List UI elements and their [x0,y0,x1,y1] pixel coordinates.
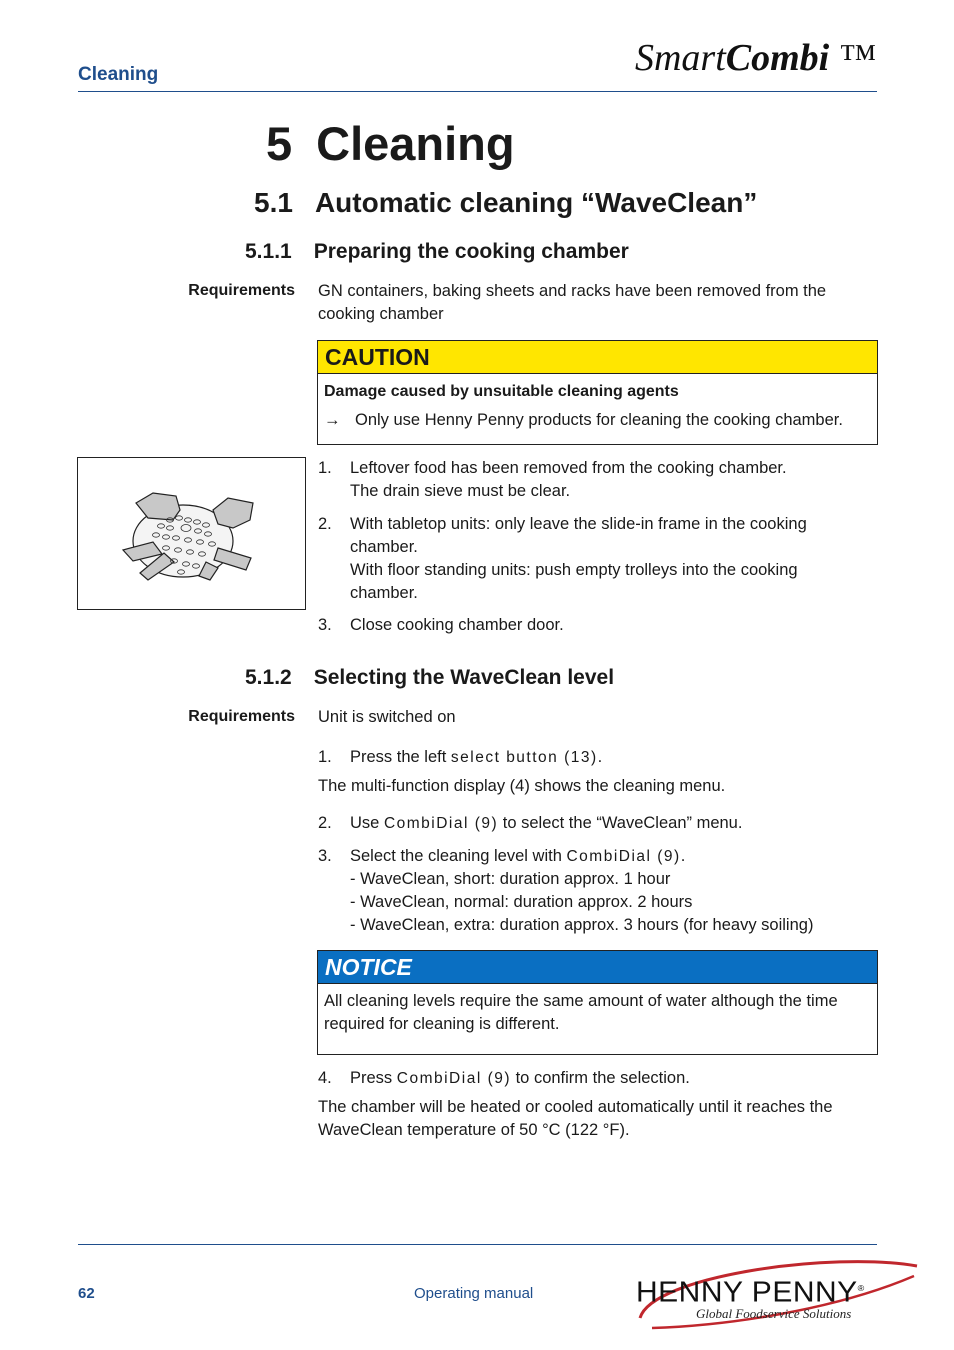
step-result-text: The multi-function display (4) shows the cleaning menu. [318,777,726,795]
combidial-reference: CombiDial (9) [383,815,499,832]
caution-text: Only use Henny Penny products for cleaning the cooking chamber. [355,411,843,429]
step-text: Press CombiDial (9) to confirm the selection. [350,1069,690,1087]
subsection-number: 5.1.1 [245,240,292,263]
step-text: Use CombiDial (9) to select the “WaveClean” menu. [350,814,743,832]
subsection-heading-2 [245,666,614,690]
step-item-4 [318,1067,878,1090]
option-normal: - WaveClean, normal: duration approx. 2 hours [350,893,693,911]
step-result-text: The chamber will be heated or cooled automatically until it reaches the WaveClean temperature of 50 °C (122 °F). [318,1098,833,1139]
step-item-1 [318,457,878,503]
step-item-3 [318,614,878,637]
step-text: Select the cleaning level with CombiDial (9). [350,847,686,865]
combidial-reference: CombiDial (9) [566,848,681,865]
notice-header: NOTICE [318,951,877,984]
caution-box [317,340,878,445]
requirements-label: Requirements [188,708,295,725]
footer-rule [78,1244,877,1245]
step-number: 1. [318,748,332,766]
step-text: Close cooking chamber door. [350,616,564,634]
step-number: 2. [318,515,332,533]
subsection-heading-1 [245,240,629,264]
step-subtext: The drain sieve must be clear. [350,482,571,500]
document-title: Operating manual [414,1285,534,1302]
step-number: 1. [318,459,332,477]
step-number: 4. [318,1069,332,1087]
combidial-reference: CombiDial (9) [396,1070,512,1087]
drain-sieve-image [78,458,305,609]
notice-box [317,950,878,1055]
header-rule [78,91,877,92]
chapter-heading [266,116,515,171]
logo-wordmark: HENNY PENNY® [636,1276,865,1309]
step-item-2 [318,513,878,605]
caution-title: Damage caused by unsuitable cleaning agents [324,383,679,400]
step-item-3 [318,845,878,937]
caution-header: CAUTION [318,341,877,374]
select-button-reference: select button (13) [450,749,598,766]
chapter-number: 5 [266,117,293,170]
henny-penny-logo [632,1256,932,1334]
notice-text: All cleaning levels require the same amount of water although the time required for cleaning is different. [324,992,838,1033]
step-text: Press the left select button (13). [350,748,603,766]
subsection-title: Preparing the cooking chamber [313,240,629,263]
logo-tagline: Global Foodservice Solutions [696,1306,852,1321]
requirements-text: GN containers, baking sheets and racks have been removed from the cooking chamber [318,282,827,323]
page-number: 62 [78,1285,95,1302]
arrow-right-icon: → [324,411,341,429]
subsection-title: Selecting the WaveClean level [313,666,615,689]
drain-sieve-illustration [77,457,306,610]
requirements-text: Unit is switched on [318,708,456,726]
step-number: 3. [318,616,332,634]
subsection-number: 5.1.2 [245,666,292,689]
step-text: With tabletop units: only leave the slide-in frame in the cooking chamber. [350,515,807,556]
step-item-2 [318,812,878,835]
step-text: Leftover food has been removed from the cooking chamber. [350,459,787,477]
option-short: - WaveClean, short: duration approx. 1 hour [350,870,671,888]
section-number: 5.1 [254,187,293,218]
step-subtext: With floor standing units: push empty trolleys into the cooking chamber. [350,561,798,602]
running-section-title: Cleaning [78,64,159,85]
chapter-title: Cleaning [316,117,515,170]
caution-instruction [324,409,871,432]
section-title: Automatic cleaning “WaveClean” [314,187,758,218]
step-number: 2. [318,814,332,832]
step-item-1 [318,746,878,769]
brand-logo: SmartCombi ™ [634,37,876,79]
step-number: 3. [318,847,332,865]
option-extra: - WaveClean, extra: duration approx. 3 hours (for heavy soiling) [350,916,814,934]
requirements-label: Requirements [188,282,295,299]
section-heading [254,187,757,219]
